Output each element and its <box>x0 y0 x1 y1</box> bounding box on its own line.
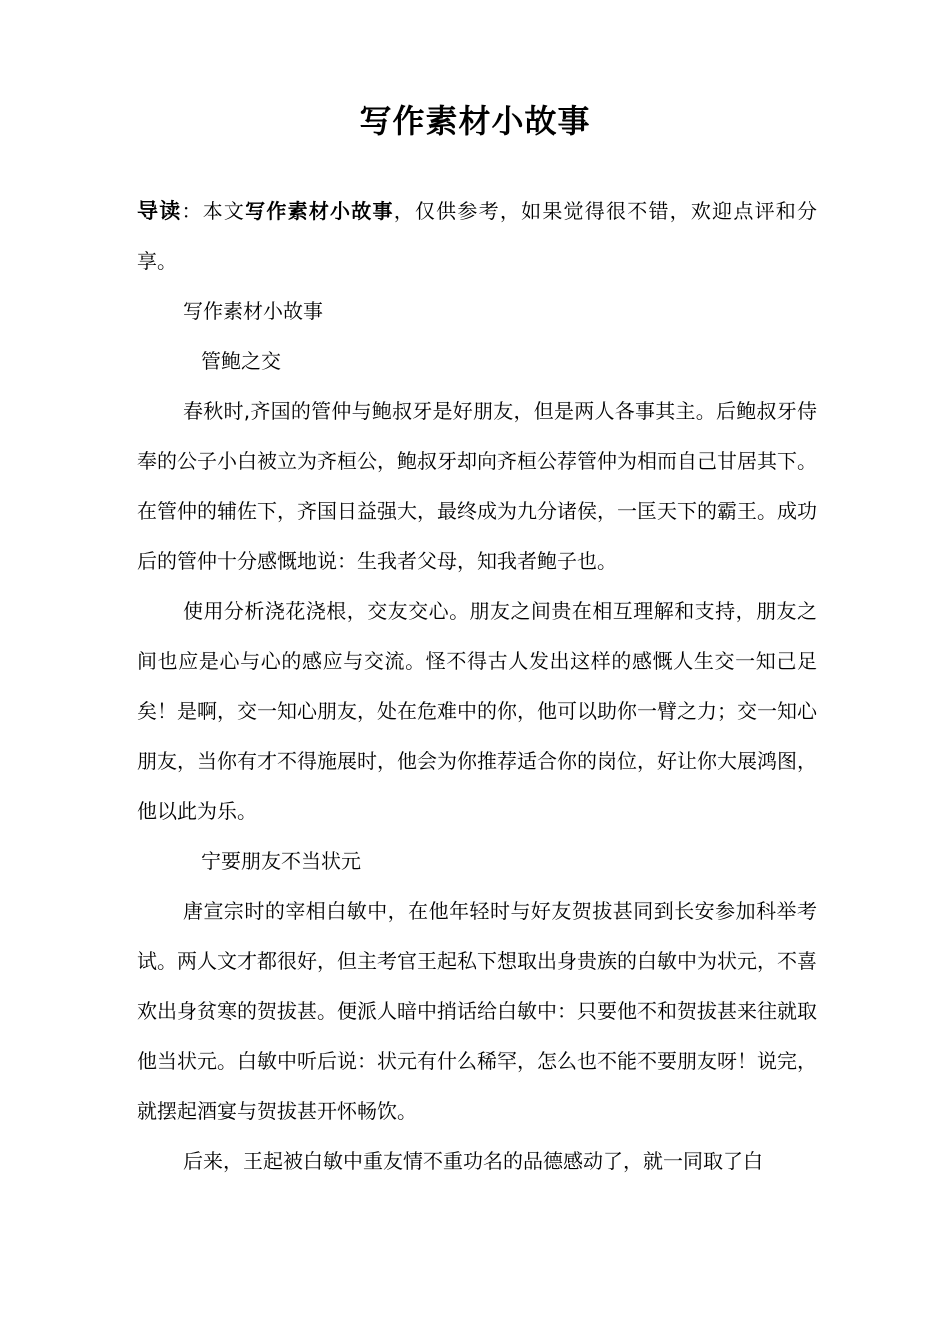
section-1-paragraph-2: 使用分析浇花浇根，交友交心。朋友之间贵在相互理解和支持，朋友之间也应是心与心的感应与交流。怪不得古人发出这样的感慨人生交一知己足矣！是啊，交一知心朋友，处在危难中的你，他可以助你一臂之力；交一知心朋友，当你有才不得施展时，他会为你推荐适合你的岗位，好让你大展鸿图，他以此为乐。 <box>137 599 817 823</box>
lead-strong-title: 写作素材小故事 <box>245 199 394 223</box>
section-1-paragraph-1: 春秋时,齐国的管仲与鲍叔牙是好朋友，但是两人各事其主。后鲍叔牙侍奉的公子小白被立为齐桓公，鲍叔牙却向齐桓公荐管仲为相而自己甘居其下。在管仲的辅佐下，齐国日益强大，最终成为九分诸侯，一匡天下的霸王。成功后的管仲十分感慨地说：生我者父母，知我者鲍子也。 <box>137 399 817 573</box>
lead-paragraph <box>137 186 817 286</box>
lead-separator: ： <box>181 199 203 223</box>
lead-text-start: 本文 <box>202 199 246 223</box>
document-title: 写作素材小故事 <box>359 102 591 140</box>
section-2-paragraph-2: 后来，王起被白敏中重友情不重功名的品德感动了，就一同取了白 <box>183 1149 763 1173</box>
lead-label: 导读 <box>137 199 182 223</box>
section-title-2: 宁要朋友不当状元 <box>201 849 361 873</box>
section-2-paragraph-1: 唐宣宗时的宰相白敏中，在他年轻时与好友贺拔甚同到长安参加科举考试。两人文才都很好，但主考官王起私下想取出身贵族的白敏中为状元，不喜欢出身贫寒的贺拔甚。便派人暗中捎话给白敏中：只要他不和贺拔甚来往就取他当状元。白敏中听后说：状元有什么稀罕，怎么也不能不要朋友呀！说完，就摆起酒宴与贺拔甚开怀畅饮。 <box>137 899 817 1123</box>
document-body <box>137 186 817 1186</box>
section-title-1: 管鲍之交 <box>201 349 281 373</box>
lead-text-end: ，仅供参考，如果觉得很不错，欢迎点评和分享。 <box>137 199 818 273</box>
article-heading: 写作素材小故事 <box>183 299 323 323</box>
